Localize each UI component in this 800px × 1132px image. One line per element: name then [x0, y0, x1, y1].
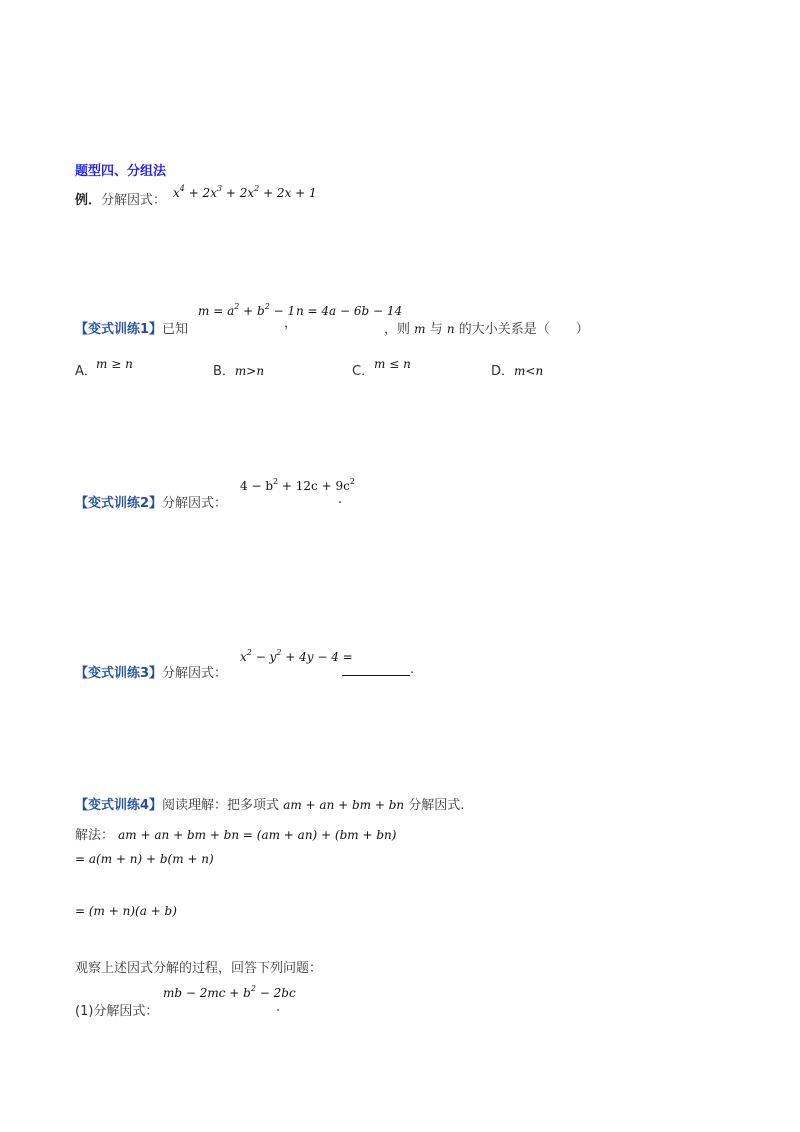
option-a-expr: m ≥ n	[96, 357, 133, 371]
q4-intro: 阅读理解：把多项式	[162, 798, 280, 813]
q3-line	[75, 662, 227, 681]
option-b[interactable]: B．m>n	[213, 364, 265, 379]
example-expression: $x^4 + 2x^3 + 2x^2 + 2x + 1$	[173, 184, 317, 200]
option-c-expr: m ≤ n	[374, 357, 411, 371]
solution-step-1: am + an + bm + bn = (am + an) + (bm + bn)	[118, 828, 397, 842]
solution-label: 解法：	[75, 828, 115, 843]
q2-period: .	[338, 492, 343, 507]
q4-intro-expression: am + an + bm + bn	[283, 798, 405, 812]
option-a[interactable]: A．	[75, 364, 97, 379]
q4-line	[75, 794, 464, 813]
solution-line	[75, 824, 396, 843]
answer-blank[interactable]	[342, 663, 410, 676]
example-label: 例．	[75, 193, 102, 208]
part1-label: (1)分解因式：	[75, 1004, 159, 1019]
q4-tag: 【变式训练4】	[75, 798, 163, 813]
part1-period: .	[276, 1000, 281, 1015]
q1-line	[75, 318, 188, 337]
q3-expression: $x^2 - y^2 + 4y - 4$ =	[240, 648, 353, 664]
q2-tag: 【变式训练2】	[75, 496, 163, 511]
q1-question: ，则 m 与 n 的大小关系是（ ）	[384, 322, 589, 337]
q4-intro-end: 分解因式.	[408, 798, 465, 813]
example-instruction: 分解因式：	[101, 193, 167, 208]
q3-tag: 【变式训练3】	[75, 666, 163, 681]
option-c[interactable]: C．	[352, 364, 375, 379]
q2-expression: $4 - b^2 + 12c + 9c^2$	[240, 477, 355, 493]
option-d[interactable]: D．m<n	[491, 364, 544, 379]
q1-n-expression: n = 4a − 6b − 14	[296, 304, 403, 318]
q3-answer-line[interactable]: .	[342, 662, 414, 677]
part1-expression: mb − $2mc + b^2 - 2bc$	[163, 984, 296, 1000]
q1-given: 已知	[162, 322, 189, 337]
section-title: 题型四、分组法	[75, 164, 167, 179]
q3-instruction: 分解因式：	[162, 666, 228, 681]
q1-comma: ，	[284, 316, 298, 331]
example-line	[75, 189, 166, 208]
observe-text: 观察上述因式分解的过程，回答下列问题：	[75, 961, 323, 976]
q2-instruction: 分解因式：	[162, 496, 228, 511]
solution-step-2: = a(m + n) + b(m + n)	[75, 852, 214, 866]
q1-m-expression: $m = a^2 + b^2 - 1$	[198, 302, 296, 318]
q1-tag: 【变式训练1】	[75, 322, 163, 337]
solution-step-3: = (m + n)(a + b)	[75, 904, 177, 918]
q2-line	[75, 492, 227, 511]
